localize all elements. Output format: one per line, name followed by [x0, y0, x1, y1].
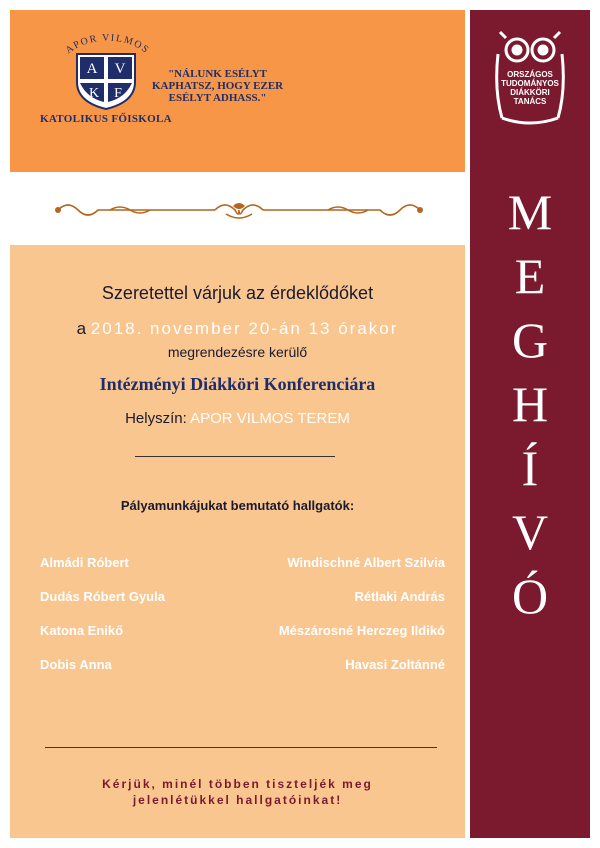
presenter-name: Havasi Zoltánné — [345, 657, 445, 672]
presenters-heading: Pályamunkájukat bemutató hallgatók: — [120, 498, 355, 513]
invitation-greeting: Szeretettel várjuk az érdeklődőket — [101, 283, 374, 303]
ornament-divider — [50, 198, 428, 222]
invitation-date-line — [10, 319, 465, 339]
side-title — [470, 180, 590, 628]
location-label: Helyszín: — [125, 410, 187, 427]
divider-line — [135, 456, 335, 457]
otdt-line: DIÁKKÖRI — [510, 88, 550, 97]
side-title-letter: G — [511, 312, 549, 368]
presenter-name: Mészárosné Herczeg Ildikó — [278, 623, 445, 638]
shield-icon — [75, 52, 137, 110]
shield-letter: K — [88, 86, 100, 101]
event-date: 2018. november 20-án 13 órakor — [90, 319, 399, 338]
otdt-line: ORSZÁGOS — [507, 70, 553, 79]
closing-line: jelenlétükkel hallgatóinkat! — [132, 793, 343, 807]
motto-line: KAPHATSZ, HOGY EZER — [152, 80, 284, 92]
shield-letter: A — [86, 61, 98, 77]
presenter-name: Rétlaki András — [354, 589, 445, 604]
svg-text:APOR VILMOS: APOR VILMOS — [63, 32, 152, 57]
side-title-letter: Í — [521, 440, 539, 496]
presenter-name: Katona Enikő — [40, 623, 124, 638]
presenter-name: Dobis Anna — [40, 657, 112, 672]
location-value: APOR VILMOS TEREM — [190, 410, 350, 427]
college-name: KATOLIKUS FŐISKOLA — [40, 113, 172, 125]
presenter-name: Windischné Albert Szilvia — [287, 555, 445, 570]
motto-line: ESÉLYT ADHASS." — [168, 92, 267, 104]
shield-letter: V — [114, 61, 126, 77]
presenter-name: Almádi Róbert — [40, 555, 129, 570]
logo-motto — [152, 68, 283, 104]
closing-divider — [45, 747, 437, 748]
otdt-logo-text — [470, 70, 590, 106]
side-title-letter: E — [514, 248, 546, 304]
event-name: Intézményi Diákköri Konferenciára — [99, 374, 376, 394]
shield-letter: F — [114, 86, 122, 101]
otdt-line: TANÁCS — [513, 97, 547, 106]
presenter-name: Dudás Róbert Gyula — [40, 589, 165, 604]
side-title-letter: Ó — [511, 568, 549, 624]
location-line — [10, 410, 465, 427]
otdt-line: TUDOMÁNYOS — [501, 79, 559, 88]
motto-line: "NÁLUNK ESÉLYT — [168, 68, 268, 80]
date-prefix: a — [76, 319, 87, 338]
closing-line: Kérjük, minél többen tiszteljék meg — [102, 777, 373, 791]
invitation-subline: megrendezésre kerülő — [167, 344, 308, 360]
closing-message — [10, 776, 465, 808]
side-title-letter: V — [511, 504, 549, 560]
side-title-letter: M — [507, 184, 553, 240]
side-title-letter: H — [511, 376, 549, 432]
